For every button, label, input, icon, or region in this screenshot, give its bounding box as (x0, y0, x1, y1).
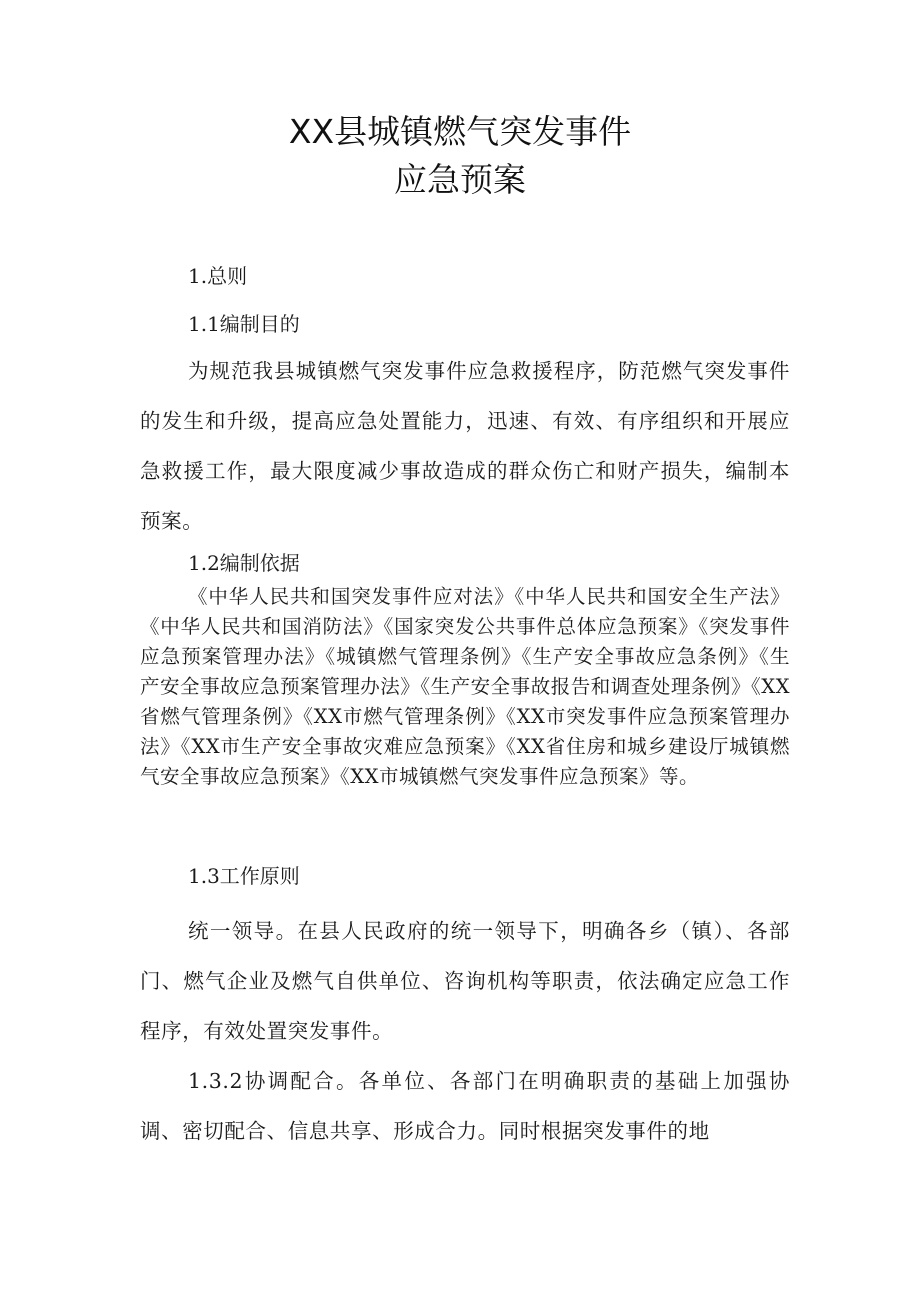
document-title-line2: 应急预案 (394, 160, 526, 199)
section-1-2-heading: 1.2编制依据 (188, 551, 300, 575)
section-1-heading: 1.总则 (188, 264, 248, 288)
section-1-1-paragraph: 为规范我县城镇燃气突发事件应急救援程序，防范燃气突发事件的发生和升级，提高应急处置能力，迅速、有效、有序组织和开展应急救援工作，最大限度减少事故造成的群众伤亡和财产损失，编制本预案。 (140, 359, 790, 533)
section-1-1-heading: 1.1编制目的 (188, 312, 300, 336)
section-1-3-heading: 1.3工作原则 (188, 864, 300, 888)
section-1-3-2-paragraph: 1.3.2协调配合。各单位、各部门在明确职责的基础上加强协调、密切配合、信息共享、形成合力。同时根据突发事件的地 (140, 1069, 790, 1143)
section-1-3-1-paragraph: 统一领导。在县人民政府的统一领导下，明确各乡（镇）、各部门、燃气企业及燃气自供单位、咨询机构等职责，依法确定应急工作程序，有效处置突发事件。 (140, 919, 790, 1043)
section-1-2-paragraph: 《中华人民共和国突发事件应对法》《中华人民共和国安全生产法》《中华人民共和国消防法》《国家突发公共事件总体应急预案》《突发事件应急预案管理办法》《城镇燃气管理条例》《生产安全事故应急条例》《生产安全事故应急预案管理办法》《生产安全事故报告和调查处理条例》《XX省燃气管理条例》《XX市燃气管理条例》《XX市突发事件应急预案管理办法》《XX市生产安全事故灾难应急预案》《XX省住房和城乡建设厅城镇燃气安全事故应急预案》《XX市城镇燃气突发事件应急预案》等。 (140, 585, 790, 788)
document-title-line1: XX县城镇燃气突发事件 (288, 112, 632, 151)
